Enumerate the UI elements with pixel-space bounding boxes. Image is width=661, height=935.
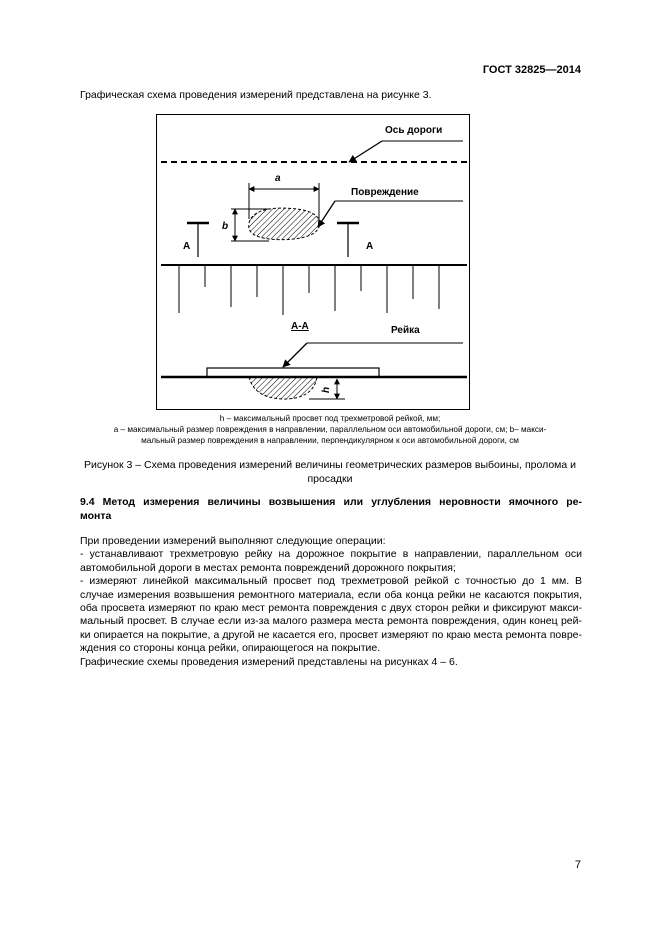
page-number: 7 bbox=[574, 859, 581, 871]
section-letter-right: А bbox=[366, 241, 374, 252]
section-letter-left: А bbox=[183, 241, 191, 252]
paragraph-2-line-2: автомобильной дороги в местах ремонта повреждений дорожного покрытия; bbox=[80, 561, 456, 574]
paragraph-2-line-1: - устанавливают трехметровую рейку на дорожное покрытие в направлении, параллельном оси bbox=[80, 548, 582, 561]
legend-line-1: h – максимальный просвет под трехметровой рейкой, мм; bbox=[219, 414, 441, 423]
damage-plan-shape bbox=[249, 208, 320, 240]
caption-line-1: Рисунок 3 – Схема проведения измерений величины геометрических размеров выбоины, пролома и bbox=[83, 459, 576, 471]
section-label: А-А bbox=[291, 321, 309, 332]
paragraph-3-line-5: ки опирается на покрытие, а другой не касается его, просвет измеряют по краю места ремонта повре- bbox=[80, 628, 582, 641]
document-header: ГОСТ 32825—2014 bbox=[482, 64, 581, 76]
dimension-b-label: b bbox=[222, 221, 229, 232]
figure-drawing bbox=[157, 115, 471, 411]
paragraph-3-line-6: ждения со стороны конца рейки, опирающегося на покрытие. bbox=[80, 642, 381, 655]
section-heading-line-2: монта bbox=[80, 509, 112, 522]
road-edge-ticks bbox=[179, 265, 439, 315]
road-axis-label: Ось дороги bbox=[385, 125, 443, 136]
body-text bbox=[80, 535, 582, 669]
dimension-h-label: h bbox=[321, 386, 332, 393]
section-heading-line-1: 9.4 Метод измерения величины возвышения или углубления неровности ямочного ре- bbox=[80, 496, 582, 508]
rail-label: Рейка bbox=[391, 325, 420, 336]
damage-label: Повреждение bbox=[351, 187, 419, 198]
intro-paragraph: Графическая схема проведения измерений представлена на рисунке 3. bbox=[80, 89, 432, 101]
figure-3 bbox=[156, 114, 470, 410]
legend-line-3: мальный размер повреждения в направлении, перпендикулярном к оси автомобильной дороги, см bbox=[141, 436, 519, 445]
paragraph-3-line-1: - измеряют линейкой максимальный просвет под трехметровой рейкой с точностью до 1 мм. В bbox=[80, 575, 582, 588]
paragraph-3-line-4: мальный просвет. В случае если из-за малого размера места ремонта повреждения, один конец рей- bbox=[80, 615, 582, 628]
figure-legend bbox=[50, 413, 610, 446]
rail bbox=[207, 368, 379, 377]
dimension-a-label: a bbox=[275, 173, 281, 184]
damage-section-shape bbox=[249, 377, 317, 399]
legend-line-2: а – максимальный размер повреждения в направлении, параллельном оси автомобильной дороги, см; b– макси- bbox=[113, 425, 547, 434]
paragraph-3-line-2: случае измерения возвышения ремонтного материала, если оба конца рейки не касаются покрытия, bbox=[80, 588, 582, 601]
caption-line-2: просадки bbox=[307, 472, 353, 485]
section-heading bbox=[80, 496, 582, 523]
figure-caption bbox=[50, 459, 610, 486]
paragraph-3-line-3: оба просвета измеряют по краю мест ремонта повреждения с двух сторон рейки и фиксируют макси- bbox=[80, 602, 582, 615]
paragraph-1: При проведении измерений выполняют следующие операции: bbox=[80, 535, 386, 547]
paragraph-4: Графические схемы проведения измерений представлены на рисунках 4 – 6. bbox=[80, 655, 458, 668]
